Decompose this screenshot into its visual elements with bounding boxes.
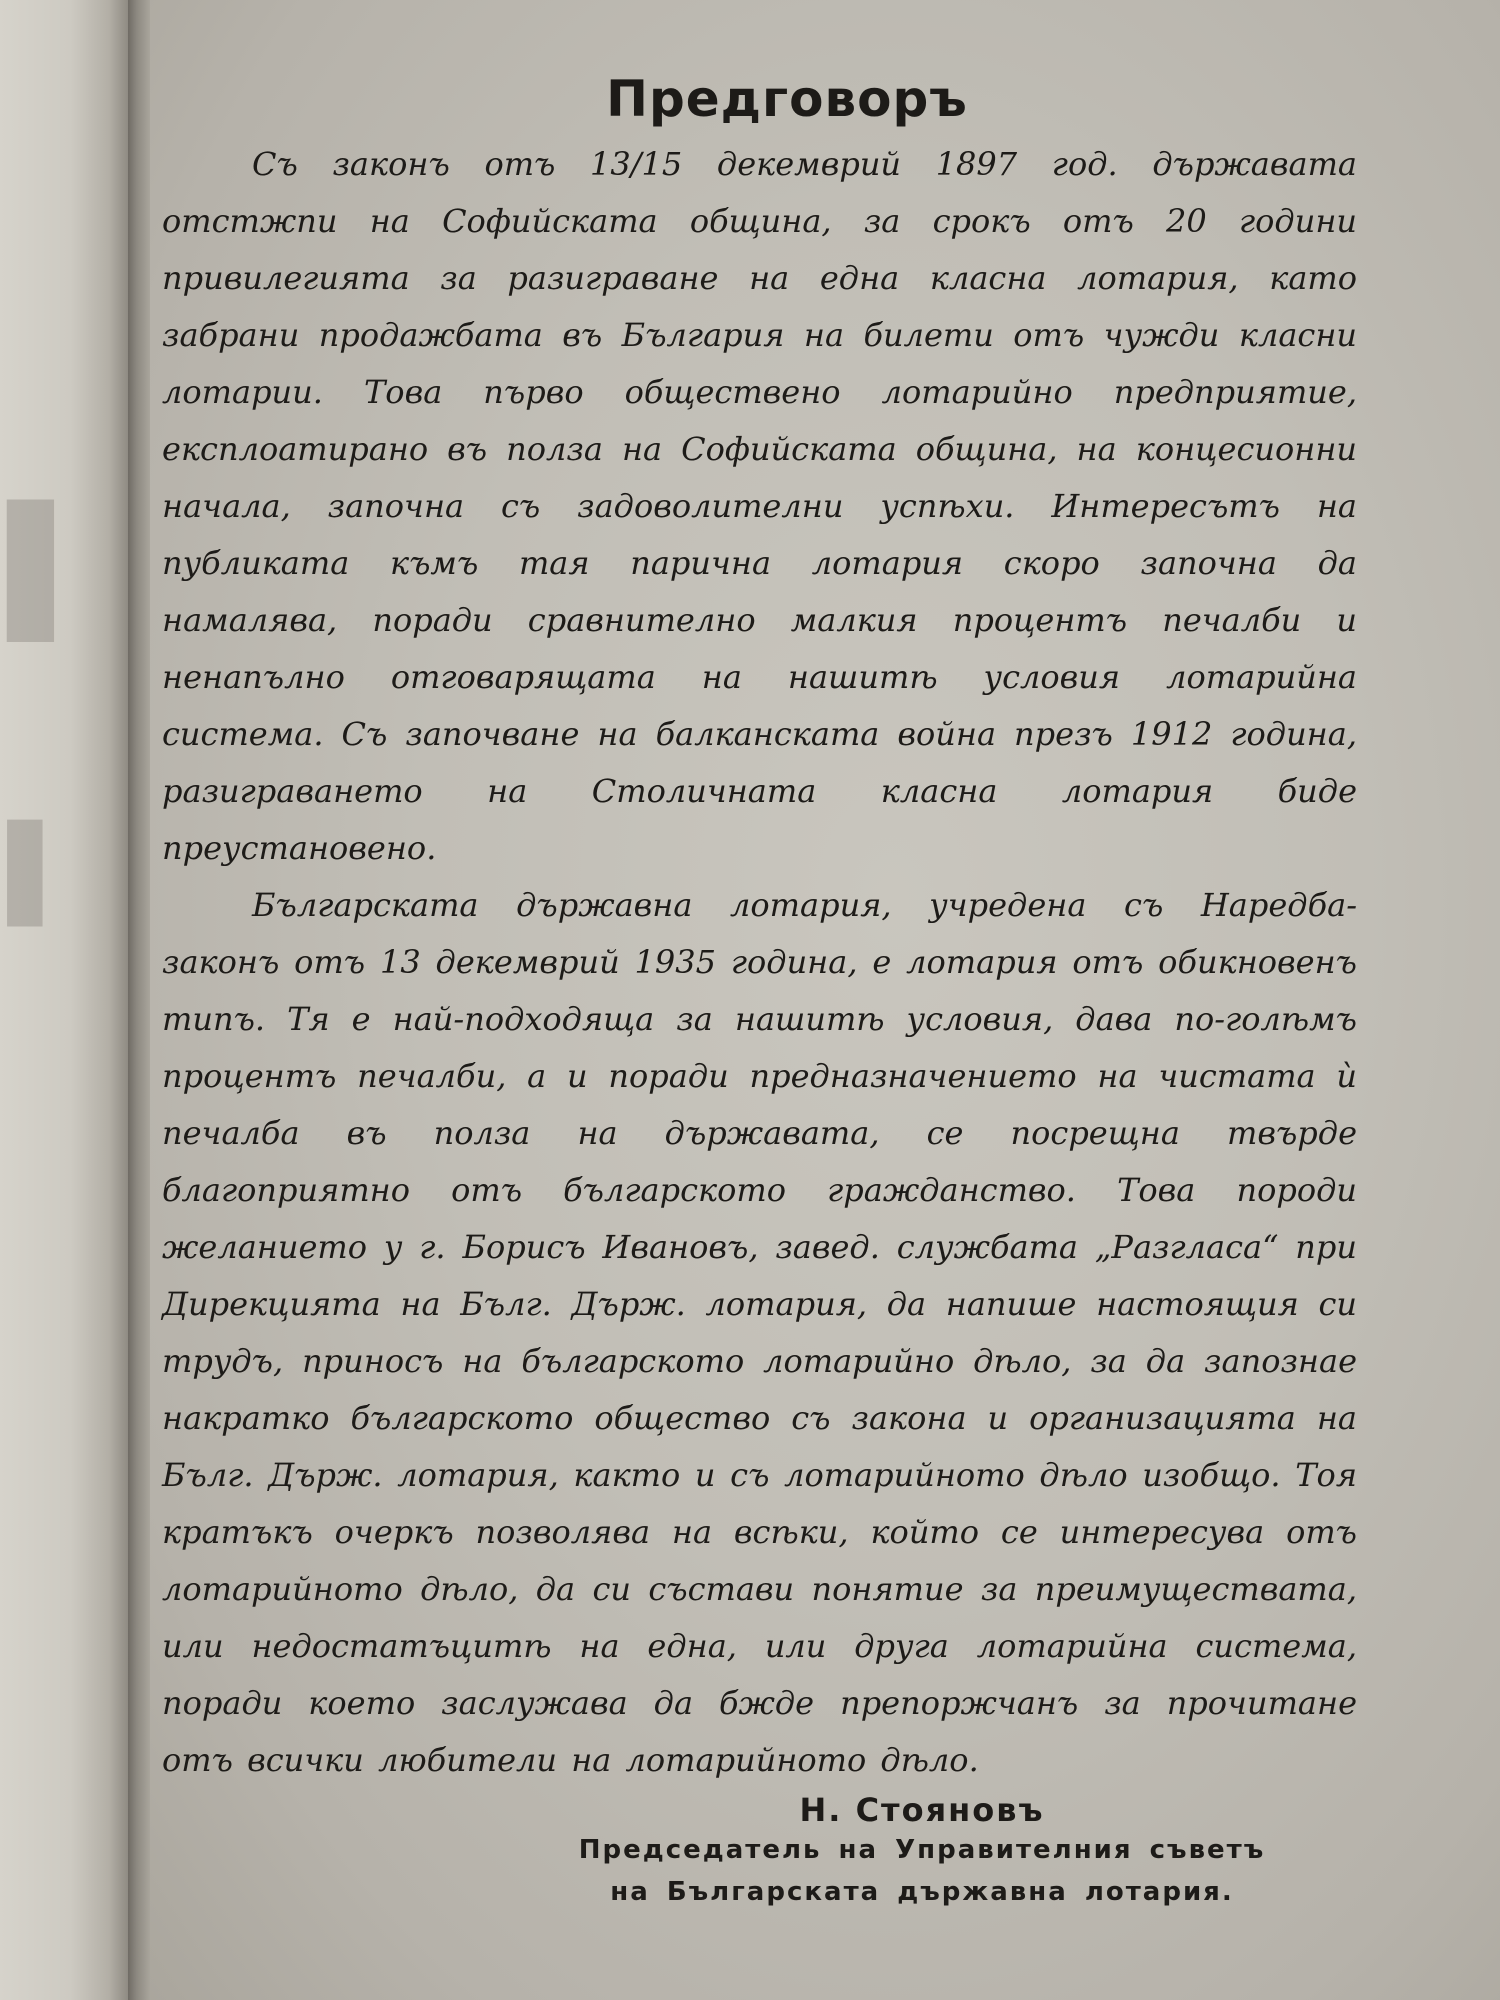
preface-content (162, 70, 1357, 1913)
book-page (150, 0, 1500, 2000)
signature-title-line-1: Председатель на Управителния съветъ (578, 1835, 1266, 1865)
show-through-mark: ▌ (8, 820, 78, 926)
book-gutter (128, 0, 150, 2000)
page-title: Предговоръ (606, 70, 968, 128)
signature-title-line-2: на Българската държавна лотария. (610, 1877, 1234, 1907)
paragraph-1: Съ законъ отъ 13/15 декемврий 1897 год. държавата отстжпи на Софийската община, за срокъ отъ 20 години привилегията за разиграване на една класна лотария, като забрани продажбата въ България на билети отъ чужди класни лотарии. Това първо обществено лотарийно предприятие, експлоатирано въ полза на Софийската община, на концесионни начала, започна съ задоволителни успѣхи. Интересътъ на публиката къмъ тая парична лотария скоро започна да намалява, поради сравнително малкия процентъ печалби и ненапълно отговарящата на нашитѣ условия лотарийна система. Съ започване на балканската война презъ 1912 година, разиграването на Столичната класна лотария биде преустановено. (162, 145, 1357, 867)
paragraph-2: Българската държавна лотария, учредена съ Наредба-законъ отъ 13 декемврий 1935 година, е лотария отъ обикновенъ типъ. Тя е най-подходяща за нашитѣ условия, дава по-голѣмъ процентъ печалби, а и поради предназначението на чистата ѝ печалба въ полза на държавата, се посрещна твърде благоприятно отъ българското гражданство. Това породи желанието у г. Борисъ Ивановъ, завед. службата „Разгласа“ при Дирекцията на Бълг. Държ. лотария, да напише настоящия си трудъ, приносъ на българското лотарийно дѣло, за да запознае накратко българското общество съ закона и организацията на Бълг. Държ. лотария, както и съ лотарийното дѣло изобщо. Тоя кратъкъ очеркъ позволява на всѣки, който се интересува отъ лотарийното дѣло, да си състави понятие за преимуществата, или недостатъцитѣ на една, или друга лотарийна система, поради което заслужава да бжде препоржчанъ за прочитане отъ всички любители на лотарийното дѣло. (162, 886, 1357, 1779)
facing-page-edge (0, 0, 128, 2000)
signature-block (512, 1791, 1332, 1913)
show-through-mark: ▌ (8, 500, 101, 641)
signature-name: Н. Стояновъ (799, 1791, 1045, 1829)
